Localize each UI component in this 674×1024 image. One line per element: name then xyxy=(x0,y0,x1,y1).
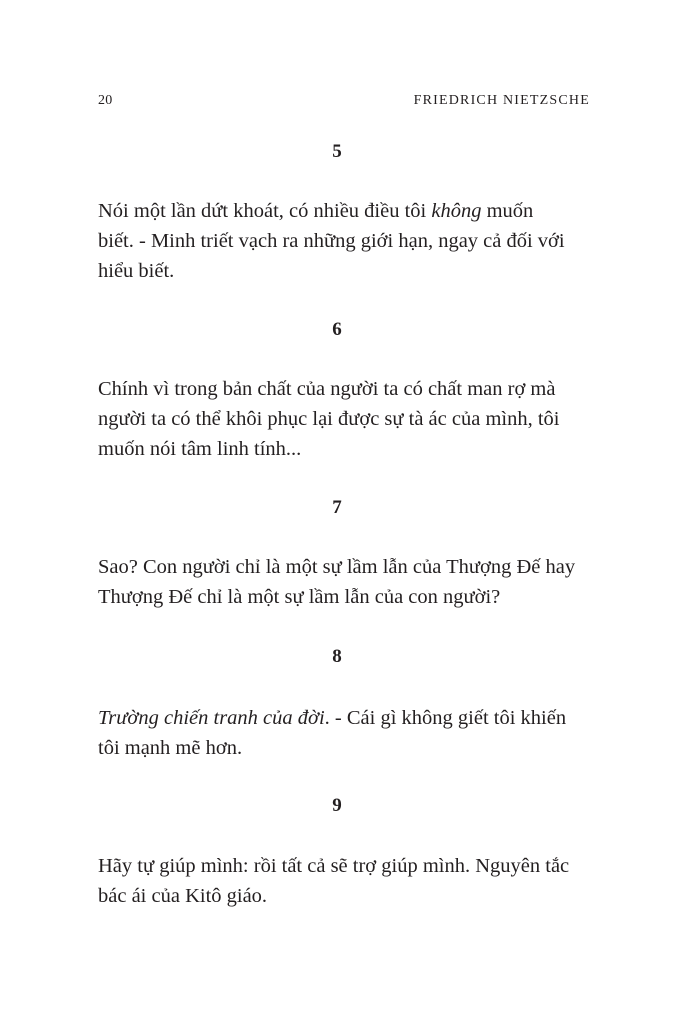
running-head-author: FRIEDRICH NIETZSCHE xyxy=(413,93,590,108)
text-segment: tôi mạnh mẽ hơn. xyxy=(98,737,243,759)
section-number: 8 xyxy=(332,646,342,667)
aphorism-text xyxy=(98,552,598,612)
text-segment: người ta có thể khôi phục lại được sự tà ác của mình, tôi xyxy=(98,408,560,430)
text-segment: muốn nói tâm linh tính... xyxy=(98,438,302,460)
text-segment: Sao? Con người chỉ là một sự lầm lẫn của Thượng Đế hay xyxy=(98,556,576,578)
text-line xyxy=(98,374,598,404)
text-segment: biết. - Minh triết vạch ra những giới hạn, ngay cả đối với xyxy=(98,230,565,252)
text-segment: Hãy tự giúp mình: rồi tất cả sẽ trợ giúp mình. Nguyên tắc xyxy=(98,855,570,877)
text-segment: muốn xyxy=(481,200,534,222)
section-number: 6 xyxy=(332,319,342,340)
page-number: 20 xyxy=(98,93,113,108)
text-line xyxy=(98,851,598,881)
running-header xyxy=(98,93,590,113)
aphorism-text xyxy=(98,703,598,763)
text-segment: Chính vì trong bản chất của người ta có chất man rợ mà xyxy=(98,378,556,400)
text-line xyxy=(98,404,598,434)
text-line xyxy=(98,552,598,582)
text-line xyxy=(98,226,598,256)
aphorism-text xyxy=(98,196,598,286)
text-line xyxy=(98,196,598,226)
italic-text: Trường chiến tranh của đời xyxy=(98,707,325,729)
section-number: 7 xyxy=(332,497,342,518)
section-number: 9 xyxy=(332,795,342,816)
text-segment: hiểu biết. xyxy=(98,260,175,282)
text-segment: Nói một lần dứt khoát, có nhiều điều tôi xyxy=(98,200,432,222)
text-segment: bác ái của Kitô giáo. xyxy=(98,885,268,907)
aphorism-text xyxy=(98,374,598,464)
text-line xyxy=(98,582,598,612)
italic-text: không xyxy=(431,200,482,222)
section-number: 5 xyxy=(332,141,342,162)
aphorism-text xyxy=(98,851,598,911)
text-line xyxy=(98,881,598,911)
text-line xyxy=(98,256,598,286)
text-line xyxy=(98,733,598,763)
text-segment: Thượng Đế chỉ là một sự lầm lẫn của con người? xyxy=(98,586,501,608)
text-line xyxy=(98,703,598,733)
text-segment: . - Cái gì không giết tôi khiến xyxy=(324,707,567,729)
text-line xyxy=(98,434,598,464)
